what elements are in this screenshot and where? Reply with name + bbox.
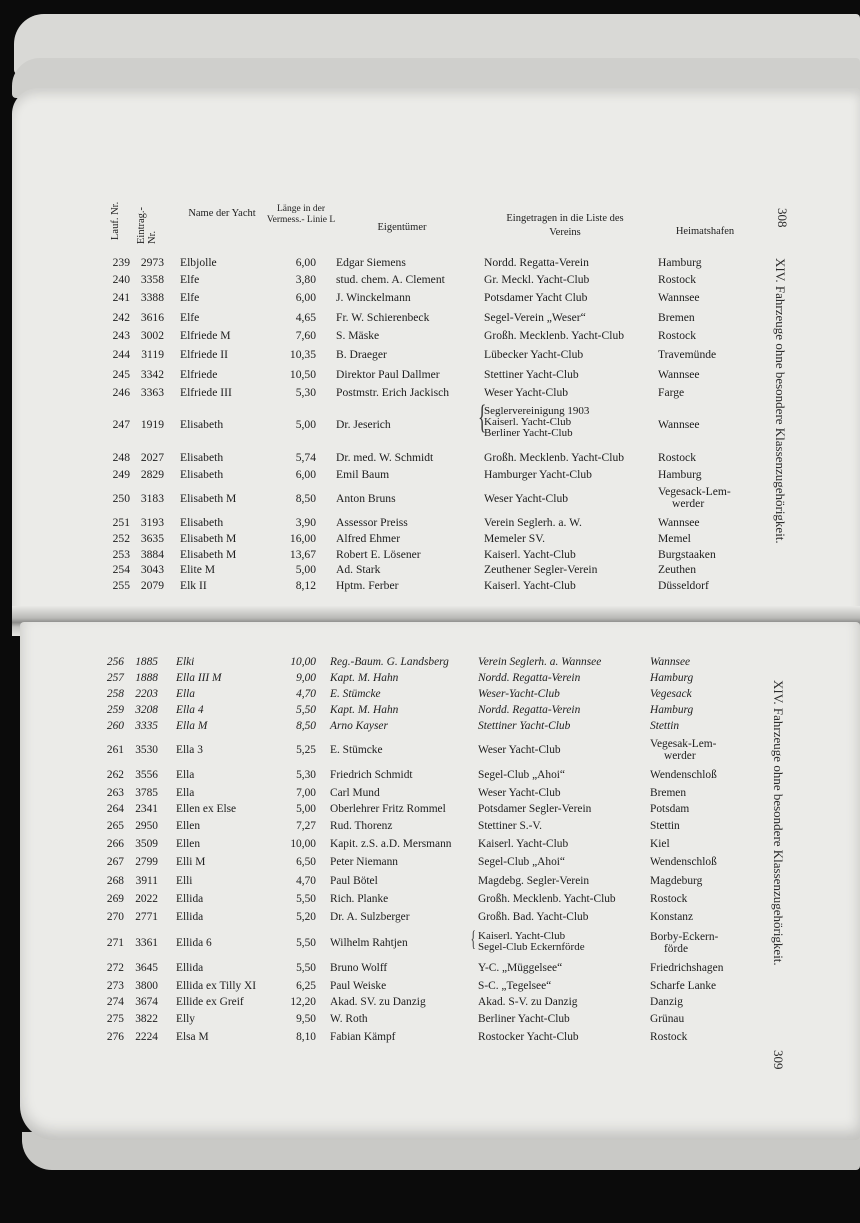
cell-verein: Segel-Verein „Weser“ xyxy=(484,311,586,324)
cell-heimatshafen: Zeuthen xyxy=(658,563,696,576)
cell-heimatshafen: Travemünde xyxy=(658,348,717,361)
cell-yacht-name: Ella 3 xyxy=(176,744,203,756)
cell-lauf-nr: 254 xyxy=(112,563,130,576)
cell-eintrag-nr: 2224 xyxy=(135,1031,158,1043)
cell-laenge: 10,50 xyxy=(289,368,316,381)
cell-lauf-nr: 242 xyxy=(112,311,130,324)
cell-eintrag-nr: 3363 xyxy=(140,386,164,399)
cell-verein: Lübecker Yacht-Club xyxy=(484,348,584,361)
cell-heimatshafen: Wannsee xyxy=(650,656,691,668)
cell-heimatshafen: Rostock xyxy=(658,451,697,464)
cell-eigentuemer: E. Stümcke xyxy=(330,744,383,756)
cell-eintrag-nr: 2027 xyxy=(140,451,164,464)
cell-eigentuemer: stud. chem. A. Clement xyxy=(336,273,445,286)
cell-eigentuemer: Postmstr. Erich Jackisch xyxy=(336,386,450,399)
cell-verein: Weser Yacht-Club xyxy=(478,744,561,756)
cell-laenge: 5,00 xyxy=(295,418,316,431)
cell-eigentuemer: Edgar Siemens xyxy=(336,256,406,269)
cell-heimatshafen: Hamburg xyxy=(658,256,702,269)
cell-laenge: 5,00 xyxy=(296,803,316,815)
cell-heimatshafen: Wendenschloß xyxy=(650,769,717,781)
header-eintrag-nr: Eintrag.- Nr. xyxy=(136,206,158,244)
cell-eintrag-nr: 2799 xyxy=(135,856,158,868)
cell-eigentuemer: Assessor Preiss xyxy=(336,516,408,529)
cell-heimatshafen: Burgstaaken xyxy=(658,548,716,561)
brace-icon: { xyxy=(470,926,476,951)
cell-heimatshafen: Wannsee xyxy=(658,291,700,304)
cell-laenge: 13,67 xyxy=(289,548,316,561)
cell-verein: Großh. Mecklenb. Yacht-Club xyxy=(484,451,625,464)
cell-laenge: 8,12 xyxy=(295,579,316,592)
cell-lauf-nr: 249 xyxy=(112,468,130,481)
cell-laenge: 6,25 xyxy=(296,980,316,992)
cell-yacht-name: Ellida xyxy=(176,911,204,923)
cell-eintrag-nr: 1888 xyxy=(135,672,158,684)
cell-lauf-nr: 256 xyxy=(106,656,124,668)
cell-verein: Gr. Meckl. Yacht-Club xyxy=(484,273,590,286)
header-eingetragen: Eingetragen in die Liste des Vereins xyxy=(506,213,624,238)
cell-yacht-name: Ellen xyxy=(176,820,201,832)
cell-heimatshafen: Wannsee xyxy=(658,418,700,431)
cell-eigentuemer: Wilhelm Rahtjen xyxy=(330,937,408,949)
cell-verein: Stettiner Yacht-Club xyxy=(484,368,579,381)
cell-lauf-nr: 266 xyxy=(106,838,124,850)
header-lauf-nr: Lauf. Nr. xyxy=(110,201,121,240)
cell-eigentuemer: J. Winckelmann xyxy=(336,291,411,304)
cell-heimatshafen: werder xyxy=(664,750,696,762)
cell-eintrag-nr: 3911 xyxy=(135,875,158,887)
cell-eigentuemer: Fabian Kämpf xyxy=(330,1031,396,1043)
cell-heimatshafen: Memel xyxy=(658,532,691,545)
cell-eintrag-nr: 3645 xyxy=(135,962,158,974)
cell-heimatshafen: Friedrichshagen xyxy=(650,962,724,974)
cell-verein: Potsdamer Segler-Verein xyxy=(478,803,592,815)
cell-laenge: 6,00 xyxy=(295,256,316,269)
cell-heimatshafen: Scharfe Lanke xyxy=(650,980,717,992)
cell-verein: Seglervereinigung 1903 xyxy=(484,405,590,417)
cell-yacht-name: Elisabeth M xyxy=(180,492,237,505)
cell-eintrag-nr: 3635 xyxy=(140,532,164,545)
cell-yacht-name: Elisabeth xyxy=(180,451,224,464)
cell-verein: Großh. Mecklenb. Yacht-Club xyxy=(484,329,625,342)
cell-lauf-nr: 243 xyxy=(112,329,130,342)
cell-eigentuemer: Kapit. z.S. a.D. Mersmann xyxy=(330,838,452,850)
cell-laenge: 7,27 xyxy=(296,820,316,832)
cell-verein: Weser Yacht-Club xyxy=(484,492,569,505)
cell-yacht-name: Elisabeth xyxy=(180,516,224,529)
cell-eintrag-nr: 3183 xyxy=(140,492,164,505)
cell-eigentuemer: S. Mäske xyxy=(336,329,380,342)
cell-lauf-nr: 239 xyxy=(112,256,130,269)
cell-laenge: 10,00 xyxy=(290,838,316,850)
cell-eigentuemer: Dr. A. Sulzberger xyxy=(330,911,410,923)
cell-lauf-nr: 269 xyxy=(106,893,124,905)
cell-laenge: 9,00 xyxy=(296,672,316,684)
cell-heimatshafen: Wendenschloß xyxy=(650,856,717,868)
cell-heimatshafen: Rostock xyxy=(650,893,688,905)
cell-laenge: 5,00 xyxy=(295,563,316,576)
cell-laenge: 4,70 xyxy=(296,875,316,887)
cell-laenge: 5,30 xyxy=(296,769,316,781)
cell-eigentuemer: Hptm. Ferber xyxy=(336,579,399,592)
cell-laenge: 5,30 xyxy=(295,386,316,399)
cell-yacht-name: Ella M xyxy=(176,720,208,732)
cell-laenge: 6,50 xyxy=(296,856,316,868)
cell-eintrag-nr: 1885 xyxy=(135,656,158,668)
cell-eintrag-nr: 2203 xyxy=(135,688,158,700)
cell-eigentuemer: Kapt. M. Hahn xyxy=(330,672,399,684)
header-heimatshafen: Heimatshafen xyxy=(675,226,735,237)
cell-eintrag-nr: 3674 xyxy=(135,996,158,1008)
cell-heimatshafen: Bremen xyxy=(650,787,687,799)
cell-lauf-nr: 270 xyxy=(106,911,124,923)
cell-eintrag-nr: 3358 xyxy=(140,273,164,286)
cell-laenge: 12,20 xyxy=(290,996,316,1008)
cell-verein: Stettiner S.-V. xyxy=(478,820,543,832)
cell-yacht-name: Ellide ex Greif xyxy=(176,996,244,1008)
cell-lauf-nr: 264 xyxy=(106,803,124,815)
cell-eigentuemer: E. Stümcke xyxy=(330,688,381,700)
cell-eintrag-nr: 3556 xyxy=(135,769,158,781)
cell-yacht-name: Elly xyxy=(176,1013,195,1025)
cell-heimatshafen: Rostock xyxy=(658,329,697,342)
cell-heimatshafen: Hamburg xyxy=(650,672,694,684)
cell-eigentuemer: Emil Baum xyxy=(336,468,390,481)
cell-verein: S-C. „Tegelsee“ xyxy=(478,980,552,992)
cell-eigentuemer: Alfred Ehmer xyxy=(336,532,401,545)
cell-laenge: 5,50 xyxy=(296,893,316,905)
cell-eintrag-nr: 2973 xyxy=(140,256,164,269)
cell-verein: Kaiserl. Yacht-Club xyxy=(484,579,576,592)
cell-laenge: 5,50 xyxy=(296,937,316,949)
cell-lauf-nr: 274 xyxy=(106,996,124,1008)
cell-verein: Nordd. Regatta-Verein xyxy=(484,256,589,269)
cell-lauf-nr: 246 xyxy=(112,386,130,399)
cell-eintrag-nr: 3800 xyxy=(135,980,158,992)
cell-yacht-name: Ellida xyxy=(176,962,204,974)
cell-eigentuemer: Reg.-Baum. G. Landsberg xyxy=(330,656,449,668)
cell-lauf-nr: 271 xyxy=(106,937,124,949)
cell-heimatshafen: Potsdam xyxy=(650,803,690,815)
cell-laenge: 5,25 xyxy=(296,744,316,756)
cell-eintrag-nr: 3785 xyxy=(135,787,158,799)
cell-laenge: 10,00 xyxy=(290,656,316,668)
cell-eigentuemer: Peter Niemann xyxy=(330,856,399,868)
cell-lauf-nr: 272 xyxy=(106,962,124,974)
cell-lauf-nr: 260 xyxy=(106,720,124,732)
cell-eigentuemer: Anton Bruns xyxy=(336,492,396,505)
cell-verein: Hamburger Yacht-Club xyxy=(484,468,592,481)
cell-lauf-nr: 261 xyxy=(106,744,124,756)
cell-laenge: 6,00 xyxy=(295,468,316,481)
cell-heimatshafen: Farge xyxy=(658,386,685,399)
cell-heimatshafen: Vegesack-Lem- xyxy=(658,485,731,498)
cell-eintrag-nr: 2079 xyxy=(140,579,164,592)
cell-eigentuemer: Paul Bötel xyxy=(330,875,378,887)
cell-yacht-name: Elisabeth xyxy=(180,418,224,431)
cell-verein: Weser-Yacht-Club xyxy=(478,688,560,700)
cell-verein: Y-C. „Müggelsee“ xyxy=(478,962,563,974)
cell-heimatshafen: Vegesak-Lem- xyxy=(650,738,717,750)
cell-verein: Verein Seglerh. a. W. xyxy=(484,516,582,529)
cell-laenge: 4,70 xyxy=(296,688,316,700)
cell-yacht-name: Elfriede III xyxy=(180,386,232,399)
cell-lauf-nr: 258 xyxy=(106,688,124,700)
cell-lauf-nr: 241 xyxy=(112,291,130,304)
cell-verein: Weser Yacht-Club xyxy=(478,787,561,799)
cell-lauf-nr: 255 xyxy=(112,579,130,592)
running-title-lower: XIV. Fahrzeuge ohne besondere Klassenzugehörigkeit. xyxy=(771,680,786,966)
header-laenge: Länge in der Vermess.- Linie L xyxy=(266,204,336,225)
cell-laenge: 3,90 xyxy=(295,516,316,529)
cell-verein: Rostocker Yacht-Club xyxy=(478,1031,579,1043)
cell-heimatshafen: Düsseldorf xyxy=(658,579,709,592)
cell-yacht-name: Ella xyxy=(176,688,195,700)
cell-yacht-name: Ellen xyxy=(176,838,201,850)
cell-laenge: 8,10 xyxy=(296,1031,316,1043)
cell-verein: Berliner Yacht-Club xyxy=(478,1013,570,1025)
cell-heimatshafen: Kiel xyxy=(650,838,670,850)
cell-eigentuemer: Robert E. Lösener xyxy=(336,548,421,561)
cell-lauf-nr: 248 xyxy=(112,451,130,464)
cell-eintrag-nr: 2829 xyxy=(140,468,164,481)
cell-eintrag-nr: 3884 xyxy=(140,548,164,561)
header-name: Name der Yacht xyxy=(188,208,256,219)
cell-heimatshafen: Hamburg xyxy=(650,704,694,716)
cell-laenge: 5,50 xyxy=(296,704,316,716)
cell-verein: Memeler SV. xyxy=(484,532,545,545)
cell-lauf-nr: 245 xyxy=(112,368,130,381)
cell-laenge: 5,74 xyxy=(295,451,316,464)
cell-lauf-nr: 275 xyxy=(106,1013,124,1025)
cell-lauf-nr: 250 xyxy=(112,492,130,505)
cell-yacht-name: Ellida 6 xyxy=(176,937,212,949)
cell-yacht-name: Ella 4 xyxy=(176,704,204,716)
cell-yacht-name: Ella xyxy=(176,787,195,799)
cell-heimatshafen: Rostock xyxy=(650,1031,688,1043)
cell-eigentuemer: W. Roth xyxy=(330,1013,368,1025)
cell-eigentuemer: Carl Mund xyxy=(330,787,380,799)
cell-yacht-name: Ellen ex Else xyxy=(176,803,237,815)
cell-eintrag-nr: 2950 xyxy=(135,820,158,832)
cell-verein: Kaiserl. Yacht-Club xyxy=(478,838,569,850)
cell-verein: Akad. S-V. zu Danzig xyxy=(478,996,578,1008)
cell-lauf-nr: 252 xyxy=(112,532,130,545)
cell-heimatshafen: Konstanz xyxy=(650,911,694,923)
cell-eintrag-nr: 1919 xyxy=(140,418,164,431)
cell-lauf-nr: 263 xyxy=(106,787,124,799)
cell-eintrag-nr: 3002 xyxy=(140,329,164,342)
cell-verein: Großh. Bad. Yacht-Club xyxy=(478,911,589,923)
cell-lauf-nr: 253 xyxy=(112,548,130,561)
cell-verein: Kaiserl. Yacht-Club xyxy=(484,416,572,428)
cell-eintrag-nr: 2022 xyxy=(135,893,158,905)
cell-yacht-name: Elisabeth xyxy=(180,468,224,481)
cell-eintrag-nr: 3361 xyxy=(135,937,158,949)
cell-eintrag-nr: 3208 xyxy=(135,704,158,716)
cell-heimatshafen: Grünau xyxy=(650,1013,685,1025)
cell-yacht-name: Elfriede M xyxy=(180,329,231,342)
cell-verein: Großh. Mecklenb. Yacht-Club xyxy=(478,893,616,905)
cell-eintrag-nr: 3822 xyxy=(135,1013,158,1025)
cell-yacht-name: Elli xyxy=(176,875,193,887)
cell-laenge: 7,00 xyxy=(296,787,316,799)
cell-eigentuemer: Rich. Planke xyxy=(330,893,389,905)
cell-eigentuemer: B. Draeger xyxy=(336,348,387,361)
cell-heimatshafen: Stettin xyxy=(650,720,680,732)
cell-eintrag-nr: 2341 xyxy=(135,803,158,815)
cell-yacht-name: Elisabeth M xyxy=(180,532,237,545)
cell-heimatshafen: Wannsee xyxy=(658,516,700,529)
cell-heimatshafen: förde xyxy=(664,943,689,955)
cell-verein: Kaiserl. Yacht-Club xyxy=(484,548,576,561)
cell-yacht-name: Ellida xyxy=(176,893,204,905)
cell-verein: Segel-Club „Ahoi“ xyxy=(478,856,565,868)
cell-lauf-nr: 265 xyxy=(106,820,124,832)
cell-yacht-name: Elli M xyxy=(176,856,206,868)
cell-lauf-nr: 259 xyxy=(106,704,124,716)
cell-eigentuemer: Kapt. M. Hahn xyxy=(330,704,399,716)
cell-verein: Segel-Club „Ahoi“ xyxy=(478,769,565,781)
cell-laenge: 8,50 xyxy=(296,720,316,732)
cell-heimatshafen: Bremen xyxy=(658,311,695,324)
cell-heimatshafen: Hamburg xyxy=(658,468,702,481)
cell-lauf-nr: 268 xyxy=(106,875,124,887)
cell-eigentuemer: Dr. Jeserich xyxy=(336,418,391,431)
running-title-upper: XIV. Fahrzeuge ohne besondere Klassenzugehörigkeit. xyxy=(773,258,788,544)
cell-laenge: 5,50 xyxy=(296,962,316,974)
cell-laenge: 4,65 xyxy=(295,311,316,324)
cell-heimatshafen: werder xyxy=(672,497,705,510)
cell-verein: Berliner Yacht-Club xyxy=(484,427,573,439)
cell-yacht-name: Elfe xyxy=(180,311,200,324)
cell-eigentuemer: Dr. med. W. Schmidt xyxy=(336,451,434,464)
cell-lauf-nr: 276 xyxy=(106,1031,124,1043)
cell-yacht-name: Elsa M xyxy=(176,1031,209,1043)
cell-verein: Nordd. Regatta-Verein xyxy=(478,672,581,684)
cell-laenge: 6,00 xyxy=(295,291,316,304)
cell-yacht-name: Elfe xyxy=(180,291,200,304)
cell-eigentuemer: Bruno Wolff xyxy=(330,962,388,974)
cell-laenge: 8,50 xyxy=(295,492,316,505)
cell-eigentuemer: Arno Kayser xyxy=(330,720,388,732)
cell-heimatshafen: Vegesack xyxy=(650,688,692,700)
cell-eintrag-nr: 3616 xyxy=(140,311,164,324)
cell-yacht-name: Elfe xyxy=(180,273,200,286)
cell-yacht-name: Elisabeth M xyxy=(180,548,237,561)
cell-lauf-nr: 240 xyxy=(112,273,130,286)
cell-verein: Potsdamer Yacht Club xyxy=(484,291,588,304)
cell-verein: Nordd. Regatta-Verein xyxy=(478,704,581,716)
cell-eintrag-nr: 3335 xyxy=(135,720,158,732)
cell-heimatshafen: Rostock xyxy=(658,273,697,286)
cell-heimatshafen: Stettin xyxy=(650,820,680,832)
cell-verein: Verein Seglerh. a. Wannsee xyxy=(478,656,602,668)
cell-heimatshafen: Magdeburg xyxy=(650,875,703,887)
cell-laenge: 9,50 xyxy=(296,1013,316,1025)
cell-lauf-nr: 262 xyxy=(106,769,124,781)
cell-yacht-name: Ella III M xyxy=(176,672,222,684)
cell-verein: Segel-Club Eckernförde xyxy=(478,941,585,953)
cell-eigentuemer: Oberlehrer Fritz Rommel xyxy=(330,803,446,815)
cell-lauf-nr: 251 xyxy=(112,516,130,529)
cell-verein: Stettiner Yacht-Club xyxy=(478,720,571,732)
cell-laenge: 16,00 xyxy=(289,532,316,545)
cell-verein: Weser Yacht-Club xyxy=(484,386,569,399)
cell-eintrag-nr: 3043 xyxy=(140,563,164,576)
cell-yacht-name: Elki xyxy=(176,656,195,668)
cell-yacht-name: Elite M xyxy=(180,563,216,576)
cell-eigentuemer: Rud. Thorenz xyxy=(330,820,393,832)
cell-heimatshafen: Borby-Eckern- xyxy=(650,931,719,943)
cell-eintrag-nr: 3193 xyxy=(140,516,164,529)
cell-verein: Zeuthener Segler-Verein xyxy=(484,563,598,576)
cell-eigentuemer: Friedrich Schmidt xyxy=(330,769,413,781)
brace-icon: { xyxy=(478,399,487,436)
cell-eigentuemer: Paul Weiske xyxy=(330,980,387,992)
cell-eigentuemer: Fr. W. Schierenbeck xyxy=(336,311,430,324)
cell-laenge: 5,20 xyxy=(296,911,316,923)
cell-lauf-nr: 267 xyxy=(106,856,124,868)
cell-lauf-nr: 273 xyxy=(106,980,124,992)
cell-yacht-name: Elfriede II xyxy=(180,348,228,361)
cell-heimatshafen: Wannsee xyxy=(658,368,700,381)
cell-yacht-name: Ella xyxy=(176,769,195,781)
cell-verein: Magdebg. Segler-Verein xyxy=(478,875,590,887)
cell-eintrag-nr: 3530 xyxy=(135,744,158,756)
cell-eintrag-nr: 3509 xyxy=(135,838,158,850)
cell-laenge: 10,35 xyxy=(289,348,316,361)
cell-eintrag-nr: 3342 xyxy=(140,368,164,381)
cell-eigentuemer: Direktor Paul Dallmer xyxy=(336,368,440,381)
cell-heimatshafen: Danzig xyxy=(650,996,683,1008)
cell-yacht-name: Elbjolle xyxy=(180,256,217,269)
cell-laenge: 7,60 xyxy=(295,329,316,342)
cell-eintrag-nr: 3388 xyxy=(140,291,164,304)
cell-eigentuemer: Ad. Stark xyxy=(336,563,381,576)
cell-laenge: 3,80 xyxy=(295,273,316,286)
cell-yacht-name: Elfriede xyxy=(180,368,218,381)
header-eigentuemer: Eigentümer xyxy=(377,222,427,233)
cell-verein: Kaiserl. Yacht-Club xyxy=(478,930,566,942)
page-number-308: 308 xyxy=(775,208,790,228)
cell-eintrag-nr: 2771 xyxy=(135,911,158,923)
cell-lauf-nr: 244 xyxy=(112,348,130,361)
cell-eintrag-nr: 3119 xyxy=(141,348,164,361)
cell-yacht-name: Ellida ex Tilly XI xyxy=(176,980,257,992)
cell-lauf-nr: 257 xyxy=(106,672,124,684)
cell-eigentuemer: Akad. SV. zu Danzig xyxy=(330,996,426,1008)
cell-lauf-nr: 247 xyxy=(112,418,130,431)
cell-yacht-name: Elk II xyxy=(180,579,207,592)
page-number-309: 309 xyxy=(771,1050,786,1070)
